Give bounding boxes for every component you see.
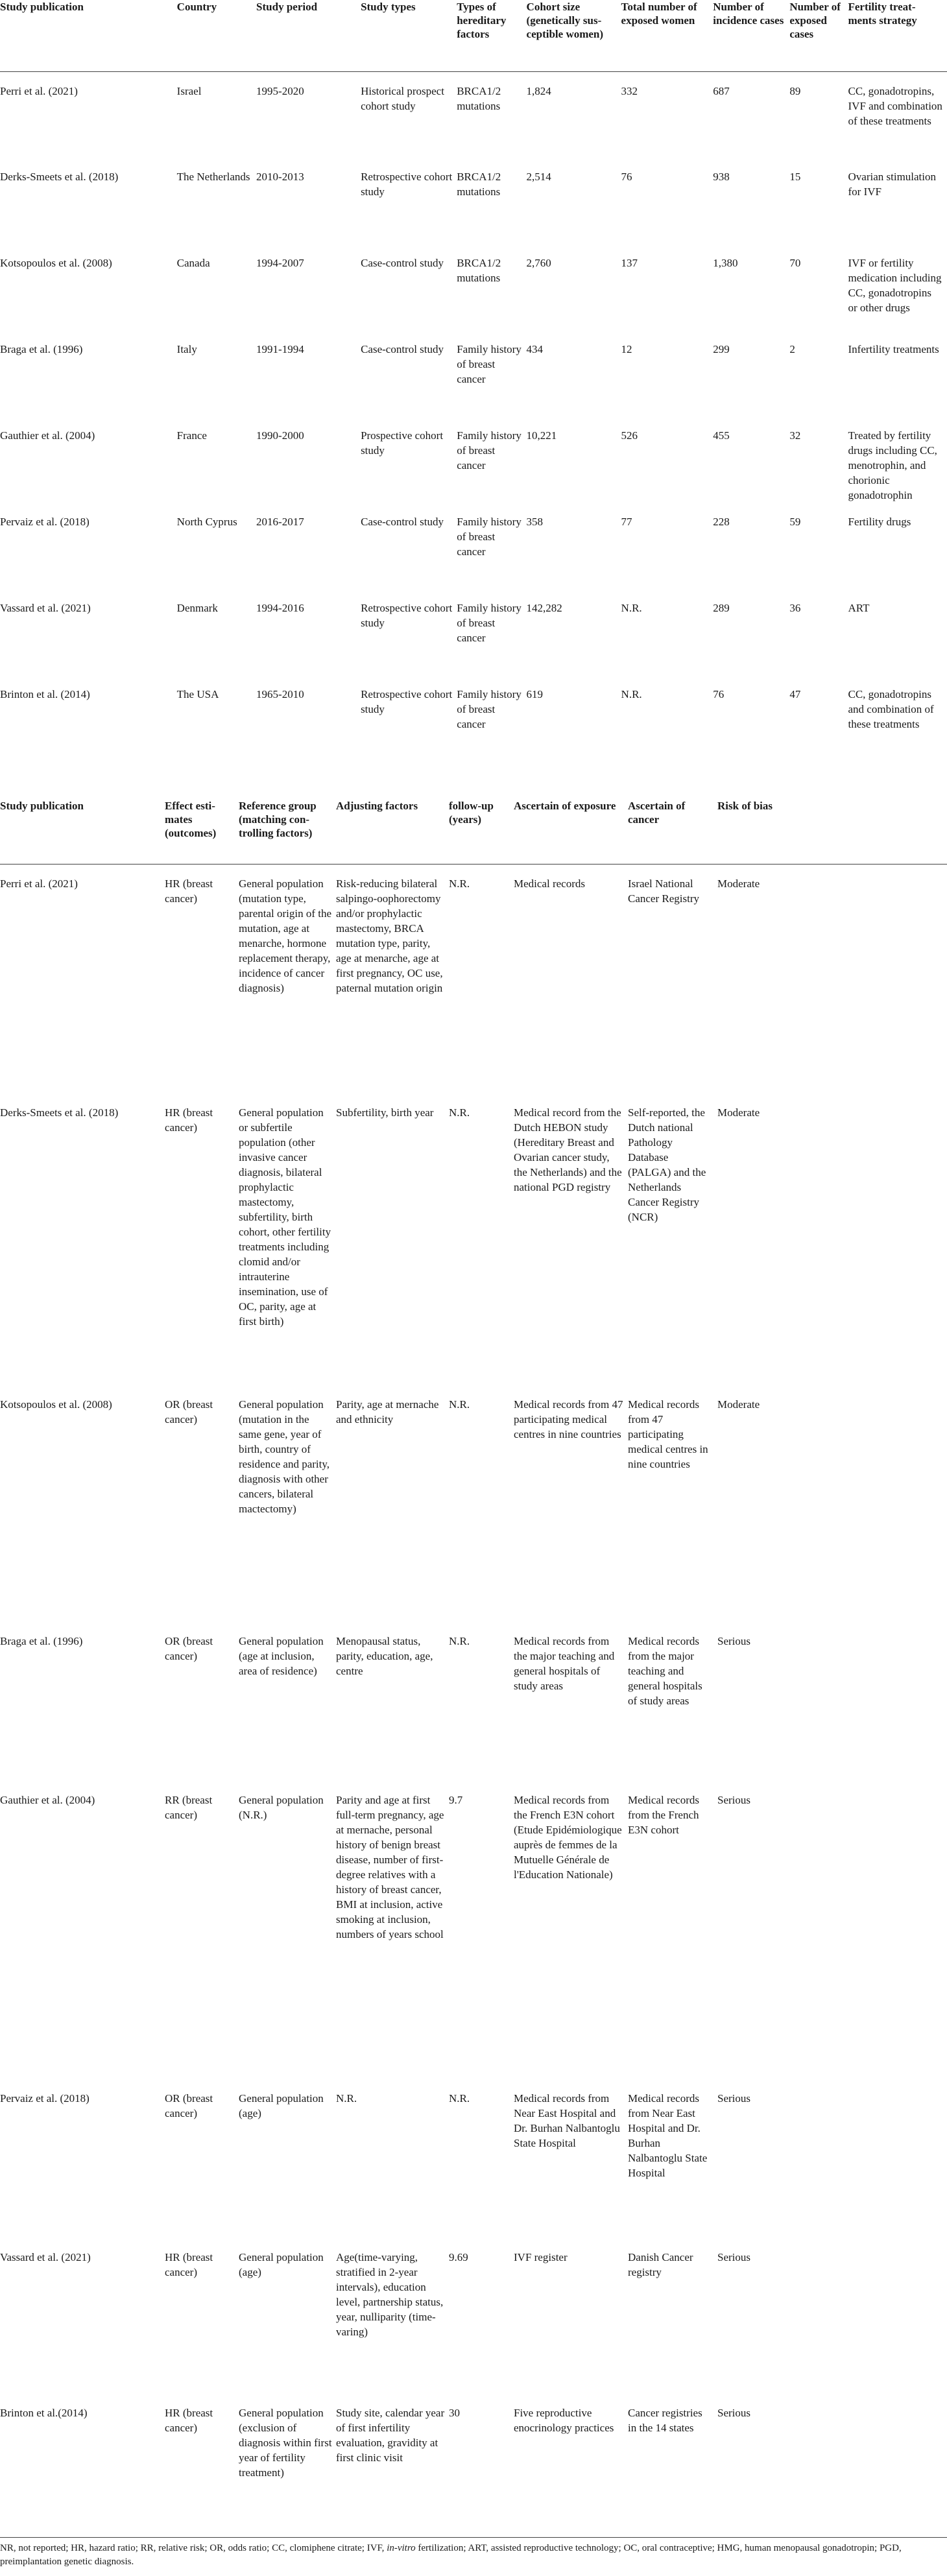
column-header: Number of exposed cases (789, 0, 848, 71)
table-cell: IVF register (514, 2251, 568, 2263)
table-cell: France (176, 429, 207, 442)
table-cell: 15 (789, 171, 801, 183)
table-cell: 70 (789, 257, 801, 269)
table-cell: RR (breast cancer) (165, 1794, 213, 1821)
column-header: Effect esti-mates (outcomes) (165, 799, 239, 864)
table-cell: Derks-Smeets et al. (2018) (0, 1106, 119, 1119)
table-cell: 142,282 (526, 602, 562, 614)
column-header: Risk of bias (717, 799, 947, 864)
table-cell: Denmark (176, 602, 218, 614)
table-cell: 455 (713, 429, 730, 442)
table-cell: 1994-2016 (256, 602, 304, 614)
table-cell: General population or subfertile population (other invasive cancer diagnosis, bilateral prophylactic mastectomy, subfertility, birth cohort, other fertility treatments including clomid and/or intrauterine insemination, use of OC, parity, age at first birth) (239, 1106, 331, 1328)
table-cell: Vassard et al. (2021) (0, 602, 91, 614)
table-cell: BRCA1/2 mutations (457, 257, 501, 284)
table-row (0, 503, 947, 589)
table-cell: Brinton et al. (2014) (0, 688, 90, 700)
table-cell: 299 (713, 343, 730, 355)
table-cell: 9.69 (449, 2251, 468, 2263)
table-cell: N.R. (449, 2092, 470, 2105)
table-cell: General population (age) (239, 2092, 324, 2119)
table-row (0, 1622, 947, 1781)
table-cell: Family history of breast cancer (457, 602, 521, 644)
table-cell: 619 (526, 688, 544, 700)
table-cell: Gauthier et al. (2004) (0, 429, 95, 442)
footnote-italic-term: in-vitro (387, 2543, 416, 2553)
table-cell: Retrospective cohort study (361, 688, 453, 715)
table-cell: Study site, calendar year of first infertility evaluation, gravidity at first clinic visit (336, 2407, 445, 2464)
table-cell: Serious (717, 2407, 750, 2419)
table-cell: 289 (713, 602, 730, 614)
table-cell: Case-control study (361, 516, 444, 528)
table-row (0, 71, 947, 158)
table-cell: Vassard et al. (2021) (0, 2251, 91, 2263)
table-cell: Medical records from 47 participating medical centres in nine countries (514, 1398, 623, 1440)
table-cell: Parity, age at mernache and ethnicity (336, 1398, 439, 1425)
table-cell: 2 (789, 343, 795, 355)
table-cell: 9.7 (449, 1794, 463, 1806)
table-cell: Case-control study (361, 343, 444, 355)
table-cell: The USA (176, 688, 219, 700)
table-cell: Ovarian stimulation for IVF (848, 171, 937, 198)
table-cell: N.R. (621, 688, 642, 700)
table-row (0, 244, 947, 330)
table-cell: General population (exclusion of diagnosis within first year of fertility treatment) (239, 2407, 332, 2479)
table-cell: Perri et al. (2021) (0, 84, 78, 97)
table-cell: Moderate (717, 877, 760, 890)
table-cell: 32 (789, 429, 801, 442)
table-cell: N.R. (621, 602, 642, 614)
table-cell: HR (breast cancer) (165, 2251, 213, 2278)
table-cell: 59 (789, 516, 801, 528)
table-cell: N.R. (336, 2092, 357, 2105)
column-header: Number of incidence cases (713, 0, 789, 71)
table-cell: 1,380 (713, 257, 738, 269)
table-cell: Medical records from Near East Hospital and Dr. Burhan Nalbantoglu State Hospital (514, 2092, 620, 2149)
column-header: Study types (361, 0, 457, 71)
table-cell: 358 (526, 516, 544, 528)
table-cell: 12 (621, 343, 632, 355)
table-cell: 77 (621, 516, 632, 528)
table-cell: Fertility drugs (848, 516, 911, 528)
table-cell: Medical records from the major teaching and general hospitals of study areas (514, 1635, 615, 1692)
table-row (0, 1781, 947, 2079)
column-header: Ascertain of cancer (628, 799, 717, 864)
table-cell: Israel (176, 84, 202, 97)
table-cell: Medical record from the Dutch HEBON study (Hereditary Breast and Ovarian cancer study, the Netherlands) and the national PGD registry (514, 1106, 622, 1193)
table-cell: Medical records from the French E3N cohort (Etude Epidémiologique auprès de femmes de la Mutuelle Générale de l'Education Nationale) (514, 1794, 622, 1881)
table-cell: Retrospective cohort study (361, 171, 453, 198)
table-cell: BRCA1/2 mutations (457, 84, 501, 112)
table-cell: HR (breast cancer) (165, 1106, 213, 1134)
table-cell: Parity and age at first full-term pregnancy, age at mernache, personal history of benign breast disease, number of first-degree relatives with a history of breast cancer, BMI at inclusion, active smoking at inclusion, numbers of years school (336, 1794, 444, 1940)
table-cell: N.R. (449, 1635, 470, 1647)
table-cell: Pervaiz et al. (2018) (0, 2092, 90, 2105)
table-cell: General population (mutation in the same gene, year of birth, country of residence and parity, diagnosis with other cancers, bilateral mactectomy) (239, 1398, 330, 1515)
table-cell: North Cyprus (176, 516, 237, 528)
table-cell: 10,221 (526, 429, 557, 442)
table-row (0, 2394, 947, 2530)
table-footnote (0, 2537, 947, 2569)
table-cell: Canada (176, 257, 210, 269)
table-cell: 1,824 (526, 84, 551, 97)
table-cell: Family history of breast cancer (457, 343, 521, 385)
footnote-text: NR, not reported; HR, hazard ratio; RR, relative risk; OR, odds ratio; CC, clomiphene citrate; IVF, (0, 2543, 387, 2553)
column-header: Country (177, 0, 256, 71)
table-cell: OR (breast cancer) (165, 1398, 213, 1425)
table-cell: 2,514 (526, 171, 551, 183)
table-cell: Israel National Cancer Registry (628, 877, 699, 905)
table-cell: Menopausal status, parity, education, age, centre (336, 1635, 433, 1677)
table-cell: Family history of breast cancer (457, 429, 521, 471)
table-cell: Self-reported, the Dutch national Pathology Database (PALGA) and the Netherlands Cancer Registry (NCR) (628, 1106, 706, 1223)
column-header: Ascertain of exposure (514, 799, 628, 864)
table-cell: 228 (713, 516, 730, 528)
table-cell: 1990-2000 (256, 429, 304, 442)
table-cell: Braga et al. (1996) (0, 343, 83, 355)
table-cell: 76 (621, 171, 632, 183)
table-cell: General population (N.R.) (239, 1794, 324, 1821)
table-cell: Pervaiz et al. (2018) (0, 516, 90, 528)
table-cell: Gauthier et al. (2004) (0, 1794, 95, 1806)
table-cell: General population (mutation type, parental origin of the mutation, age at menarche, hormone replacement therapy, incidence of cancer diagnosis) (239, 877, 332, 994)
table-cell: OR (breast cancer) (165, 2092, 213, 2119)
table-cell: 938 (713, 171, 730, 183)
column-header: Study publication (0, 0, 177, 71)
column-header: Study period (256, 0, 361, 71)
column-header: Fertility treat-ments strategy (848, 0, 947, 71)
table-cell: Kotsopoulos et al. (2008) (0, 257, 112, 269)
table-cell: 76 (713, 688, 725, 700)
table-cell: 1994-2007 (256, 257, 304, 269)
table-cell: 687 (713, 84, 730, 97)
table-cell: CC, gonadotropins, IVF and combination of these treatments (848, 84, 942, 127)
table-cell: Subfertility, birth year (336, 1106, 434, 1119)
table-cell: Derks-Smeets et al. (2018) (0, 171, 119, 183)
table-row (0, 416, 947, 503)
table-cell: Retrospective cohort study (361, 602, 453, 629)
table-row (0, 2238, 947, 2394)
table-cell: 1965-2010 (256, 688, 304, 700)
table-cell: 137 (621, 257, 638, 269)
table-cell: OR (breast cancer) (165, 1635, 213, 1662)
column-header: Reference group (matching con-trolling factors) (239, 799, 336, 864)
table-cell: Moderate (717, 1398, 760, 1411)
table-cell: Medical records from Near East Hospital and Dr. Burhan Nalbantoglu State Hospital (628, 2092, 708, 2179)
table-cell: BRCA1/2 mutations (457, 171, 501, 198)
table-row (0, 330, 947, 416)
table-cell: 30 (449, 2407, 460, 2419)
table-cell: 526 (621, 429, 638, 442)
table-cell: Age(time-varying, stratified in 2-year intervals), education level, partnership status, year, nulliparity (time-varing) (336, 2251, 444, 2338)
table-cell: Serious (717, 1794, 750, 1806)
table-cell: Medical records from the French E3N cohort (628, 1794, 699, 1836)
table-cell: General population (age at inclusion, area of residence) (239, 1635, 324, 1677)
table-header-row (0, 0, 947, 71)
table-row (0, 158, 947, 244)
table-cell: Italy (176, 343, 197, 355)
table-cell: 1991-1994 (256, 343, 304, 355)
column-header: Total number of exposed women (621, 0, 713, 71)
table-row (0, 1385, 947, 1622)
table-cell: Medical records (514, 877, 585, 890)
footnote-text: fertilization; ART, assisted reproductive technology; OC, oral contraceptive; HMG, human menopausal gonadotropin; PGD, preimplantation genetic diagnosis. (0, 2543, 902, 2567)
table-cell: Medical records from 47 participating medical centres in nine countries (628, 1398, 708, 1470)
table-cell: Serious (717, 2251, 750, 2263)
table-cell: Perri et al. (2021) (0, 877, 78, 890)
table-row (0, 864, 947, 1093)
column-header: Adjusting factors (336, 799, 449, 864)
table-cell: Treated by fertility drugs including CC, menotrophin, and chorionic gonadotrophin (848, 429, 937, 501)
table-cell: Prospective cohort study (361, 429, 444, 457)
table-cell: Case-control study (361, 257, 444, 269)
table-cell: 36 (789, 602, 801, 614)
column-header: Cohort size (genetically sus-ceptible women) (527, 0, 621, 71)
table-cell: 89 (789, 84, 801, 97)
table-cell: N.R. (449, 877, 470, 890)
column-header: Types of hereditary factors (457, 0, 526, 71)
table-row (0, 589, 947, 675)
table-cell: Historical prospect cohort study (361, 84, 444, 112)
study-characteristics-table (0, 0, 947, 761)
table-cell: 2,760 (526, 257, 551, 269)
table-cell: Serious (717, 2092, 750, 2105)
table-cell: Serious (717, 1635, 750, 1647)
table-cell: HR (breast cancer) (165, 877, 213, 905)
table-cell: Five reproductive enocrinology practices (514, 2407, 614, 2434)
table-cell: 2010-2013 (256, 171, 304, 183)
column-header: follow-up (years) (449, 799, 514, 864)
table-cell: 2016-2017 (256, 516, 304, 528)
column-header: Study publication (0, 799, 165, 864)
table-cell: Infertility treatments (848, 343, 939, 355)
table-row (0, 1093, 947, 1385)
table-cell: HR (breast cancer) (165, 2407, 213, 2434)
table-cell: CC, gonadotropins and combination of these treatments (848, 688, 934, 730)
table-cell: 1995-2020 (256, 84, 304, 97)
table-header-row (0, 799, 947, 864)
table-cell: N.R. (449, 1398, 470, 1411)
table-cell: IVF or fertility medication including CC, gonadotropins or other drugs (848, 257, 942, 314)
table-cell: Risk-reducing bilateral salpingo-oophorectomy and/or prophylactic mastectomy, BRCA mutation type, parity, age at menarche, age at first pregnancy, OC use, paternal mutation origin (336, 877, 443, 994)
table-cell: ART (848, 602, 870, 614)
table-row (0, 675, 947, 761)
table-cell: General population (age) (239, 2251, 324, 2278)
table-cell: Brinton et al.(2014) (0, 2407, 88, 2419)
table-cell: Danish Cancer registry (628, 2251, 693, 2278)
table-cell: Kotsopoulos et al. (2008) (0, 1398, 112, 1411)
table-cell: Braga et al. (1996) (0, 1635, 83, 1647)
table-cell: N.R. (449, 1106, 470, 1119)
table-cell: Family history of breast cancer (457, 688, 521, 730)
table-row (0, 2079, 947, 2238)
table-cell: Cancer registries in the 14 states (628, 2407, 702, 2434)
table-cell: Family history of breast cancer (457, 516, 521, 558)
study-quality-table (0, 799, 947, 2530)
table-cell: Moderate (717, 1106, 760, 1119)
table-cell: 47 (789, 688, 801, 700)
table-cell: The Netherlands (176, 171, 250, 183)
table-cell: 434 (526, 343, 544, 355)
table-cell: 332 (621, 84, 638, 97)
table-cell: Medical records from the major teaching and general hospitals of study areas (628, 1635, 702, 1707)
